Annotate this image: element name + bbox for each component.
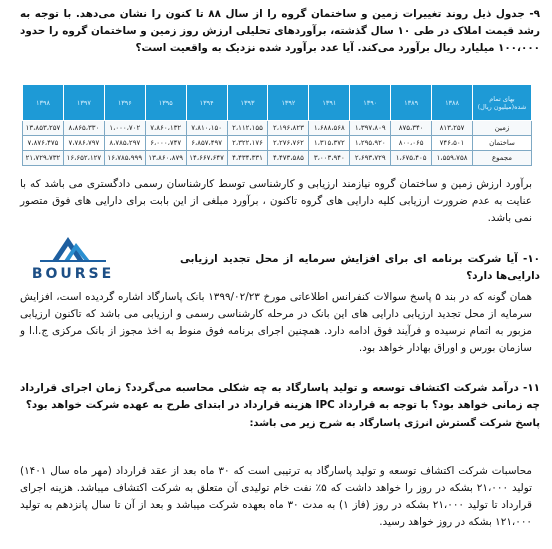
table-cell: ۸۰۰،۰۶۵ xyxy=(391,136,432,151)
land-building-table-wrapper xyxy=(22,84,532,162)
question-9: ۹- جدول ذیل روند تغییرات زمین و ساختمان گروه را از سال ۸۸ تا کنون را نشان می‌دهد. با توجه به رشد قیمت املاک در طی ۱۰ سال گذشته، برآوردهای تحلیلی ارزش روز زمین و ساختمان گروه را حدود ۱۰۰،۰۰۰ میلیارد ریال برآورد می‌کند. آیا عدد برآورد شده نزدیک به واقعیت است؟ xyxy=(20,8,541,54)
answer-11-heading: پاسخ شرکت گسترش انرژی پاسارگاد به شرح زیر می باشد: xyxy=(249,418,540,429)
table-cell: ۷،۸۱۰،۱۵۰ xyxy=(186,121,227,136)
table-cell: ۲۱،۷۲۹،۷۳۲ xyxy=(23,151,64,166)
table-cell: ۸،۸۶۵،۳۳۰ xyxy=(63,121,104,136)
answer-11: محاسبات شرکت اکتشاف توسعه و تولید پاسارگاد به ترتیبی است که ۳۰ ماه بعد از عقد قرارداد (مهر ماه سال ۱۴۰۱) تولید ۲۱،۰۰۰ بشکه در روز را خواهد داشت که ۵٪ نفت خام تولیدی آن متعلق به شرکت اکتشاف میباشد. هزینه اجرای قرارداد تا تولید ۲۱،۰۰۰ بشکه در روز (فاز ۱) به مدت ۳۰ ماه بعهده شرکت میباشد و بعد از آن تا سال پانزدهم به تولید ۱۲۱،۰۰۰ بشکه در روز خواهد رسید. xyxy=(20,465,533,528)
table-cell: ۲،۲۷۶،۷۶۲ xyxy=(268,136,309,151)
logo-text: BOURSE xyxy=(31,266,115,282)
answer-10: همان گونه که در بند ۵ پاسخ سوالات کنفرانس اطلاعاتی مورخ ۱۳۹۹/۰۲/۲۳ بانک پاسارگاد اشاره گردیده است، افزایش سرمایه از محل تجدید ارزیابی دارایی های این بانک در مرحله کارشناسی رسمی و ارزیابی می باشد که تاکنون ارزیابی مزبور به اتمام نرسیده و فرآیند فوق ادامه دارد. همچنین اجرای برنامه فوق منوط به اخذ مجوز از بانک مرکزی ج.ا.ا و سازمان بورس و اوراق بهادار خواهد بود. xyxy=(20,291,532,354)
year-header: ۱۳۸۸ xyxy=(432,85,473,121)
bourse-logo-icon xyxy=(6,231,140,283)
year-header: ۱۳۹۱ xyxy=(309,85,350,121)
table-row-total xyxy=(23,151,532,166)
year-header: ۱۳۹۰ xyxy=(350,85,391,121)
table-cell: ۱،۶۸۸،۵۶۸ xyxy=(309,121,350,136)
year-header: ۱۳۹۶ xyxy=(104,85,145,121)
table-cell: ۱۳،۸۶۰،۸۷۹ xyxy=(145,151,186,166)
table-cell: ۳،۰۰۳،۹۴۰ xyxy=(309,151,350,166)
table-cell: ۱۳،۸۵۳،۲۵۷ xyxy=(23,121,64,136)
table-cell: ۲،۱۱۲،۱۵۵ xyxy=(227,121,268,136)
table-cell: ۱،۲۹۵،۹۲۰ xyxy=(350,136,391,151)
table-cell: ۲،۶۹۳،۷۲۹ xyxy=(350,151,391,166)
table-row-building xyxy=(23,136,532,151)
table-cell: ۷،۸۶۰،۱۳۲ xyxy=(145,121,186,136)
table-cell: ۲،۳۲۲،۱۷۶ xyxy=(227,136,268,151)
table-cell: ۱۶،۷۸۵،۹۹۹ xyxy=(104,151,145,166)
table-header-row xyxy=(23,85,532,121)
table-cell: ۲،۱۹۶،۸۲۳ xyxy=(268,121,309,136)
table-row-land xyxy=(23,121,532,136)
table-cell: ۱۶،۶۵۲،۱۲۷ xyxy=(63,151,104,166)
year-header: ۱۳۹۴ xyxy=(186,85,227,121)
table-cell: ۸۷۵،۳۴۰ xyxy=(391,121,432,136)
row-label: ساختمان xyxy=(473,136,532,151)
table-cell: ۷،۸۷۶،۴۷۵ xyxy=(23,136,64,151)
row-label: زمین xyxy=(473,121,532,136)
table-cell: ۶،۸۵۷،۴۹۷ xyxy=(186,136,227,151)
table-cell: ۱،۳۱۵،۳۷۲ xyxy=(309,136,350,151)
table-cell: ۱۴،۶۶۷،۶۴۷ xyxy=(186,151,227,166)
question-10: ۱۰- آیا شرکت برنامه ای برای افزایش سرمایه از محل تجدید ارزیابی دارایی‌ها دارد؟ xyxy=(180,253,540,282)
paragraph-after-table: برآورد ارزش زمین و ساختمان گروه نیازمند ارزیابی و کارشناسی توسط کارشناسان رسمی دادگستری می باشد که با عنایت به عدم ضرورت ارزیابی کلیه دارایی های گروه تاکنون ، برآورد مبلغی از این بابت برای دارایی های فوق متصور نمی باشد. xyxy=(20,178,532,224)
table-cell: ۱،۳۹۷،۸۰۹ xyxy=(350,121,391,136)
table-corner-header: بهای تمام شده(میلیون ریال) xyxy=(473,85,532,121)
table-cell: ۷۴۶،۵۰۱ xyxy=(432,136,473,151)
table-cell: ۷،۷۸۶،۷۹۷ xyxy=(63,136,104,151)
land-building-table xyxy=(22,84,532,166)
year-header: ۱۳۹۵ xyxy=(145,85,186,121)
table-cell: ۸۱۳،۲۵۷ xyxy=(432,121,473,136)
year-header: ۱۳۹۲ xyxy=(268,85,309,121)
table-cell: ۱،۰۰۰،۷۰۲ xyxy=(104,121,145,136)
bourse-logo xyxy=(6,231,140,283)
table-cell: ۶،۰۰۰،۷۴۷ xyxy=(145,136,186,151)
year-header: ۱۳۹۳ xyxy=(227,85,268,121)
question-11: ۱۱- درآمد شرکت اکتشاف توسعه و تولید پاسارگاد به چه شکلی محاسبه می‌گردد؟ زمان اجرای قرارداد چه زمانی خواهد بود؟ با توجه به قرارداد IPC هزینه قرارداد در ابتدای طرح به عهده شرکت خواهد بود؟ xyxy=(20,382,540,411)
year-header: ۱۳۹۸ xyxy=(23,85,64,121)
row-label: مجموع xyxy=(473,151,532,166)
table-cell: ۴،۴۳۴،۳۳۱ xyxy=(227,151,268,166)
table-cell: ۴،۴۷۳،۵۸۵ xyxy=(268,151,309,166)
table-cell: ۱،۵۵۹،۷۵۸ xyxy=(432,151,473,166)
table-cell: ۱،۶۷۵،۴۰۵ xyxy=(391,151,432,166)
year-header: ۱۳۸۹ xyxy=(391,85,432,121)
year-header: ۱۳۹۷ xyxy=(63,85,104,121)
table-cell: ۸،۷۸۵،۲۹۷ xyxy=(104,136,145,151)
